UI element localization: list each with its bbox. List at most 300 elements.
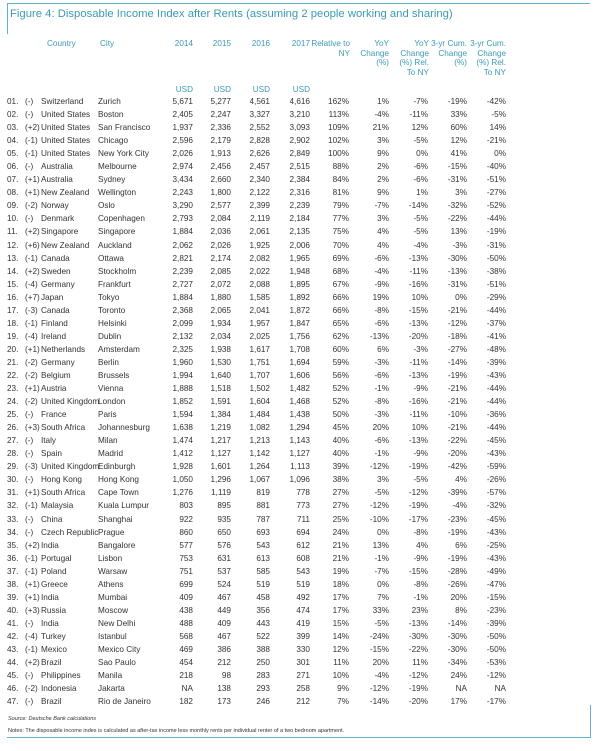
cell-relative-to-ny: 39% <box>332 462 349 472</box>
table-row <box>0 396 600 409</box>
cell-3yr-change: -22% <box>447 214 467 224</box>
cell-value-2017: 1,892 <box>289 292 310 302</box>
cell-city: Melbourne <box>98 162 137 172</box>
cell-yoy-change-rel-ny: 10% <box>411 292 428 302</box>
cell-value-2015: 2,174 <box>210 253 231 263</box>
cell-city: Warsaw <box>98 566 128 576</box>
header-yoy-change: YoY Change (%) <box>360 39 389 68</box>
cell-3yr-change-rel-ny: -36% <box>486 410 506 420</box>
cell-city: Helsinki <box>98 318 127 328</box>
cell-yoy-change: -4% <box>374 110 389 120</box>
cell-value-2015: 1,219 <box>210 423 231 433</box>
cell-country: Sweden <box>41 266 71 276</box>
cell-rank-change: (-1) <box>25 566 38 576</box>
cell-relative-to-ny: 38% <box>332 475 349 485</box>
cell-value-2015: 2,072 <box>210 279 231 289</box>
cell-city: New York City <box>98 149 149 159</box>
cell-yoy-change-rel-ny: -19% <box>408 462 428 472</box>
cell-value-2017: 4,616 <box>289 97 310 106</box>
cell-yoy-change-rel-ny: -11% <box>409 266 428 276</box>
cell-value-2017: 3,210 <box>289 110 310 120</box>
cell-3yr-change: -21% <box>447 384 467 394</box>
cell-3yr-change-rel-ny: -27% <box>486 188 506 198</box>
cell-rank: 04. <box>7 136 19 146</box>
cell-relative-to-ny: 81% <box>332 188 349 198</box>
header-city: City <box>100 39 115 48</box>
cell-value-2017: 1,965 <box>289 253 310 263</box>
cell-relative-to-ny: 9% <box>337 684 349 694</box>
table-row <box>0 357 600 370</box>
cell-country: Philippines <box>41 671 81 681</box>
cell-rank: 35. <box>7 540 19 550</box>
cell-value-2016: 1,264 <box>249 462 270 472</box>
cell-3yr-change: -15% <box>447 162 467 172</box>
table-row <box>0 644 600 657</box>
cell-yoy-change-rel-ny: -8% <box>413 579 428 589</box>
cell-yoy-change-rel-ny: -15% <box>408 305 428 315</box>
cell-rank: 27. <box>7 436 19 446</box>
cell-city: Wellington <box>98 188 137 198</box>
cell-country: New Zealand <box>41 188 90 198</box>
table-row <box>0 292 600 305</box>
cell-city: Oslo <box>98 201 115 211</box>
cell-value-2015: 1,938 <box>210 344 231 354</box>
cell-3yr-change-rel-ny: 14% <box>489 123 506 133</box>
cell-3yr-change-rel-ny: -44% <box>486 214 506 224</box>
cell-value-2017: 3,093 <box>289 123 310 133</box>
cell-rank: 38. <box>7 579 19 589</box>
cell-rank-change: (-) <box>25 110 34 120</box>
cell-yoy-change: 3% <box>377 214 389 224</box>
cell-value-2014: 454 <box>179 658 193 668</box>
cell-yoy-change: -24% <box>369 631 389 641</box>
cell-city: Toronto <box>98 305 126 315</box>
cell-country: Brazil <box>41 658 62 668</box>
cell-rank-change: (-) <box>25 618 34 628</box>
cell-rank-change: (+1) <box>25 188 40 198</box>
cell-value-2016: 1,957 <box>249 318 270 328</box>
table-row <box>0 305 600 318</box>
cell-rank: 26. <box>7 423 19 433</box>
cell-rank-change: (+2) <box>25 540 40 550</box>
cell-3yr-change-rel-ny: -45% <box>486 436 506 446</box>
cell-country: Russia <box>41 605 67 615</box>
cell-rank-change: (-2) <box>25 357 38 367</box>
cell-value-2015: 409 <box>217 618 231 628</box>
cell-3yr-change: -26% <box>447 579 467 589</box>
cell-value-2016: 2,552 <box>249 123 270 133</box>
cell-relative-to-ny: 162% <box>328 97 349 106</box>
cell-value-2017: 258 <box>296 684 310 694</box>
cell-yoy-change: 0% <box>377 579 389 589</box>
cell-yoy-change-rel-ny: -3% <box>413 344 428 354</box>
cell-value-2015: 1,591 <box>210 397 231 407</box>
cell-city: Lisbon <box>98 553 123 563</box>
cell-value-2016: 819 <box>256 488 270 498</box>
cell-3yr-change: -31% <box>447 279 467 289</box>
cell-country: United States <box>41 149 91 159</box>
cell-city: Frankfurt <box>98 279 131 289</box>
cell-value-2016: 283 <box>256 671 270 681</box>
cell-3yr-change-rel-ny: -41% <box>486 331 506 341</box>
header-relative-to-ny: Relative to NY <box>311 39 350 58</box>
cell-value-2017: 773 <box>296 501 310 511</box>
table-row <box>0 461 600 474</box>
unit-2016: USD <box>252 85 270 94</box>
cell-rank: 05. <box>7 149 19 159</box>
cell-yoy-change: -13% <box>369 331 389 341</box>
cell-relative-to-ny: 15% <box>332 618 349 628</box>
cell-value-2014: 2,243 <box>172 188 193 198</box>
cell-rank: 29. <box>7 462 19 472</box>
cell-city: Sao Paulo <box>98 658 136 668</box>
cell-yoy-change: 2% <box>377 162 389 172</box>
table-row <box>0 631 600 644</box>
cell-value-2014: 2,099 <box>172 318 193 328</box>
cell-value-2014: 803 <box>179 501 193 511</box>
cell-value-2017: 1,468 <box>289 397 310 407</box>
cell-value-2015: 650 <box>217 527 231 537</box>
cell-value-2014: 1,884 <box>172 292 193 302</box>
cell-3yr-change: 3% <box>455 188 467 198</box>
cell-rank: 12. <box>7 240 19 250</box>
cell-city: Manila <box>98 671 123 681</box>
cell-city: Madrid <box>98 449 124 459</box>
cell-value-2017: 1,482 <box>289 384 310 394</box>
cell-yoy-change-rel-ny: -16% <box>408 397 428 407</box>
table-row <box>0 422 600 435</box>
cell-relative-to-ny: 56% <box>332 370 349 380</box>
cell-3yr-change-rel-ny: -50% <box>486 631 506 641</box>
cell-value-2015: 2,036 <box>210 227 231 237</box>
cell-country: Malaysia <box>41 501 74 511</box>
cell-relative-to-ny: 40% <box>332 449 349 459</box>
cell-3yr-change: -22% <box>447 436 467 446</box>
cell-value-2017: 301 <box>296 658 310 668</box>
cell-value-2015: 935 <box>217 514 231 524</box>
cell-value-2017: 1,127 <box>289 449 310 459</box>
cell-relative-to-ny: 52% <box>332 384 349 394</box>
cell-3yr-change-rel-ny: 0% <box>494 149 506 159</box>
cell-rank: 41. <box>7 618 19 628</box>
cell-value-2015: 2,456 <box>210 162 231 172</box>
table-row <box>0 409 600 422</box>
cell-value-2014: 1,276 <box>172 488 193 498</box>
cell-value-2014: 2,821 <box>172 253 193 263</box>
cell-value-2014: 1,884 <box>172 227 193 237</box>
cell-3yr-change: -19% <box>447 370 467 380</box>
cell-rank: 17. <box>7 305 19 315</box>
cell-3yr-change: 24% <box>450 671 467 681</box>
cell-relative-to-ny: 52% <box>332 397 349 407</box>
cell-3yr-change: NA <box>455 684 467 694</box>
cell-value-2016: 3,327 <box>249 110 270 120</box>
cell-rank-change: (-4) <box>25 331 38 341</box>
cell-3yr-change-rel-ny: -26% <box>486 475 506 485</box>
cell-3yr-change: -21% <box>447 423 467 433</box>
cell-yoy-change-rel-ny: -12% <box>408 671 428 681</box>
cell-yoy-change-rel-ny: 0% <box>416 149 428 159</box>
cell-value-2014: 1,594 <box>172 410 193 420</box>
cell-rank: 44. <box>7 658 19 668</box>
cell-relative-to-ny: 69% <box>332 253 349 263</box>
cell-yoy-change: -12% <box>369 684 389 694</box>
cell-rank: 43. <box>7 644 19 654</box>
cell-city: Bangalore <box>98 540 136 550</box>
cell-rank-change: (+2) <box>25 658 40 668</box>
cell-3yr-change: -30% <box>447 644 467 654</box>
cell-3yr-change: 41% <box>450 149 467 159</box>
cell-country: China <box>41 514 63 524</box>
cell-yoy-change: 4% <box>377 240 389 250</box>
cell-rank-change: (-3) <box>25 305 38 315</box>
cell-value-2014: 1,960 <box>172 357 193 367</box>
cell-yoy-change-rel-ny: -22% <box>408 644 428 654</box>
cell-yoy-change-rel-ny: -13% <box>408 618 428 628</box>
cell-relative-to-ny: 10% <box>332 671 349 681</box>
cell-value-2015: 1,217 <box>210 436 231 446</box>
cell-rank: 08. <box>7 188 19 198</box>
table-row <box>0 500 600 513</box>
cell-country: Spain <box>41 449 62 459</box>
cell-value-2014: 1,638 <box>172 423 193 433</box>
cell-country: Czech Republic <box>41 527 99 537</box>
table-row <box>0 344 600 357</box>
cell-yoy-change: 6% <box>377 344 389 354</box>
cell-value-2016: 1,617 <box>249 344 270 354</box>
cell-3yr-change: -19% <box>447 527 467 537</box>
cell-value-2016: 2,082 <box>249 253 270 263</box>
cell-yoy-change-rel-ny: 11% <box>412 658 428 668</box>
cell-3yr-change: -12% <box>447 318 467 328</box>
cell-3yr-change: 20% <box>450 592 467 602</box>
cell-rank-change: (+2) <box>25 266 40 276</box>
cell-3yr-change-rel-ny: -45% <box>486 514 506 524</box>
cell-country: Japan <box>41 292 64 302</box>
cell-yoy-change-rel-ny: -20% <box>408 697 428 707</box>
cell-relative-to-ny: 88% <box>332 162 349 172</box>
cell-value-2016: 543 <box>256 540 270 550</box>
cell-value-2014: 1,928 <box>172 462 193 472</box>
cell-relative-to-ny: 79% <box>332 201 349 211</box>
cell-city: Berlin <box>98 357 119 367</box>
unit-2017: USD <box>292 85 310 94</box>
cell-value-2015: 2,577 <box>210 201 231 211</box>
cell-rank: 15. <box>7 279 19 289</box>
table-row <box>0 161 600 174</box>
cell-rank: 46. <box>7 684 19 694</box>
cell-rank-change: (-1) <box>25 253 38 263</box>
cell-yoy-change-rel-ny: -13% <box>408 436 428 446</box>
cell-3yr-change-rel-ny: -38% <box>486 266 506 276</box>
cell-rank: 40. <box>7 605 19 615</box>
cell-relative-to-ny: 17% <box>332 605 349 615</box>
cell-country: Mexico <box>41 644 67 654</box>
cell-value-2017: 212 <box>296 697 310 707</box>
table-row <box>0 448 600 461</box>
cell-value-2017: 2,239 <box>289 201 310 211</box>
frame-border-left <box>7 3 8 34</box>
cell-3yr-change: -3% <box>452 240 467 250</box>
cell-value-2015: 1,601 <box>210 462 231 472</box>
cell-3yr-change: -14% <box>447 618 467 628</box>
cell-country: Australia <box>41 162 73 172</box>
cell-rank: 25. <box>7 410 19 420</box>
cell-value-2014: 1,050 <box>172 475 193 485</box>
cell-rank: 13. <box>7 253 19 263</box>
cell-value-2015: 2,026 <box>210 240 231 250</box>
cell-3yr-change-rel-ny: -12% <box>486 671 506 681</box>
cell-3yr-change-rel-ny: -40% <box>486 162 506 172</box>
header-3yr-change-rel-ny: 3-yr Cum. Change (%) Rel. To NY <box>470 39 506 77</box>
cell-value-2015: 631 <box>217 553 231 563</box>
cell-value-2014: 1,888 <box>172 384 193 394</box>
cell-city: New Delhi <box>98 618 136 628</box>
table-row <box>0 514 600 527</box>
table-row <box>0 96 600 109</box>
cell-country: Portugal <box>41 553 72 563</box>
cell-relative-to-ny: 65% <box>332 318 349 328</box>
cell-city: Rio de Janeiro <box>98 697 151 707</box>
cell-3yr-change: -20% <box>447 449 467 459</box>
cell-3yr-change-rel-ny: -44% <box>486 423 506 433</box>
cell-relative-to-ny: 59% <box>332 357 349 367</box>
cell-country: South Africa <box>41 488 86 498</box>
cell-value-2016: 693 <box>256 527 270 537</box>
cell-value-2014: 751 <box>179 566 193 576</box>
cell-country: Greece <box>41 579 68 589</box>
cell-city: Kuala Lumpur <box>98 501 149 511</box>
cell-3yr-change-rel-ny: -50% <box>486 253 506 263</box>
cell-value-2015: 1,518 <box>210 384 231 394</box>
cell-value-2016: 356 <box>256 605 270 615</box>
cell-value-2014: 1,474 <box>172 436 193 446</box>
cell-value-2014: 2,239 <box>172 266 193 276</box>
cell-rank: 42. <box>7 631 19 641</box>
cell-country: Switzerland <box>41 97 84 106</box>
cell-rank-change: (-) <box>25 162 34 172</box>
cell-rank: 24. <box>7 397 19 407</box>
cell-relative-to-ny: 40% <box>332 436 349 446</box>
cell-value-2016: 1,604 <box>249 397 270 407</box>
cell-value-2014: 753 <box>179 553 193 563</box>
cell-relative-to-ny: 27% <box>332 501 349 511</box>
cell-3yr-change: -31% <box>447 175 467 185</box>
cell-value-2017: 612 <box>296 540 310 550</box>
cell-relative-to-ny: 12% <box>332 644 349 654</box>
cell-country: Singapore <box>41 227 79 237</box>
cell-yoy-change: -14% <box>369 697 389 707</box>
cell-3yr-change: -23% <box>447 514 467 524</box>
cell-value-2017: 1,756 <box>289 331 310 341</box>
cell-value-2014: 1,412 <box>172 449 193 459</box>
cell-rank-change: (-1) <box>25 553 38 563</box>
cell-country: Brazil <box>41 697 62 707</box>
cell-yoy-change: -4% <box>374 671 389 681</box>
cell-yoy-change: -15% <box>369 644 389 654</box>
cell-value-2017: 1,096 <box>289 475 310 485</box>
cell-yoy-change: -5% <box>374 618 389 628</box>
cell-value-2017: 330 <box>296 644 310 654</box>
cell-value-2014: 1,937 <box>172 123 193 133</box>
cell-value-2016: 787 <box>256 514 270 524</box>
cell-value-2015: 467 <box>217 592 231 602</box>
cell-value-2014: 2,368 <box>172 305 193 315</box>
cell-value-2016: 519 <box>256 579 270 589</box>
cell-value-2017: 1,847 <box>289 318 310 328</box>
cell-rank-change: (+1) <box>25 592 40 602</box>
cell-country: Germany <box>41 279 75 289</box>
cell-3yr-change: 0% <box>455 292 467 302</box>
table-row <box>0 566 600 579</box>
cell-city: Dublin <box>98 331 122 341</box>
cell-value-2015: 537 <box>217 566 231 576</box>
cell-city: Cape Town <box>98 488 139 498</box>
cell-country: Finland <box>41 318 68 328</box>
cell-3yr-change: -32% <box>447 201 467 211</box>
cell-yoy-change: -1% <box>374 553 389 563</box>
cell-3yr-change-rel-ny: -25% <box>486 540 506 550</box>
cell-rank-change: (-2) <box>25 684 38 694</box>
cell-value-2015: 2,084 <box>210 214 231 224</box>
cell-city: Istanbul <box>98 631 127 641</box>
cell-3yr-change-rel-ny: -29% <box>486 292 506 302</box>
cell-yoy-change-rel-ny: -16% <box>408 279 428 289</box>
table-row <box>0 579 600 592</box>
cell-yoy-change-rel-ny: -11% <box>409 357 428 367</box>
cell-value-2017: 778 <box>296 488 310 498</box>
cell-3yr-change-rel-ny: -49% <box>486 566 506 576</box>
cell-rank: 09. <box>7 201 19 211</box>
cell-value-2016: 2,119 <box>250 214 270 224</box>
cell-relative-to-ny: 21% <box>332 553 349 563</box>
cell-value-2016: 613 <box>256 553 270 563</box>
cell-country: United States <box>41 123 91 133</box>
cell-3yr-change-rel-ny: -39% <box>486 357 506 367</box>
cell-rank-change: (+3) <box>25 605 40 615</box>
cell-city: Copenhagen <box>98 214 145 224</box>
cell-city: Tokyo <box>98 292 120 302</box>
cell-value-2015: 467 <box>217 631 231 641</box>
cell-relative-to-ny: 113% <box>328 110 349 120</box>
cell-value-2016: 2,626 <box>249 149 270 159</box>
cell-yoy-change-rel-ny: -8% <box>413 527 428 537</box>
cell-rank: 21. <box>7 357 19 367</box>
cell-relative-to-ny: 50% <box>332 410 349 420</box>
cell-yoy-change: 19% <box>372 292 389 302</box>
cell-country: Canada <box>41 253 70 263</box>
cell-city: Shanghai <box>98 514 133 524</box>
cell-city: Edinburgh <box>98 462 136 472</box>
cell-value-2017: 1,438 <box>289 410 310 420</box>
cell-yoy-change: 9% <box>377 188 389 198</box>
cell-relative-to-ny: 21% <box>332 540 349 550</box>
cell-yoy-change-rel-ny: -5% <box>413 227 428 237</box>
cell-rank-change: (-) <box>25 436 34 446</box>
cell-value-2015: 1,119 <box>211 488 231 498</box>
cell-rank-change: (-) <box>25 671 34 681</box>
cell-value-2017: 694 <box>296 527 310 537</box>
cell-3yr-change-rel-ny: -43% <box>486 370 506 380</box>
cell-relative-to-ny: 62% <box>332 331 349 341</box>
cell-yoy-change: -9% <box>374 279 389 289</box>
cell-value-2016: 2,457 <box>249 162 270 172</box>
cell-3yr-change-rel-ny: -53% <box>486 658 506 668</box>
cell-country: United Kingdom <box>41 462 100 472</box>
cell-rank: 34. <box>7 527 19 537</box>
table-row <box>0 487 600 500</box>
cell-3yr-change: -13% <box>447 266 467 276</box>
